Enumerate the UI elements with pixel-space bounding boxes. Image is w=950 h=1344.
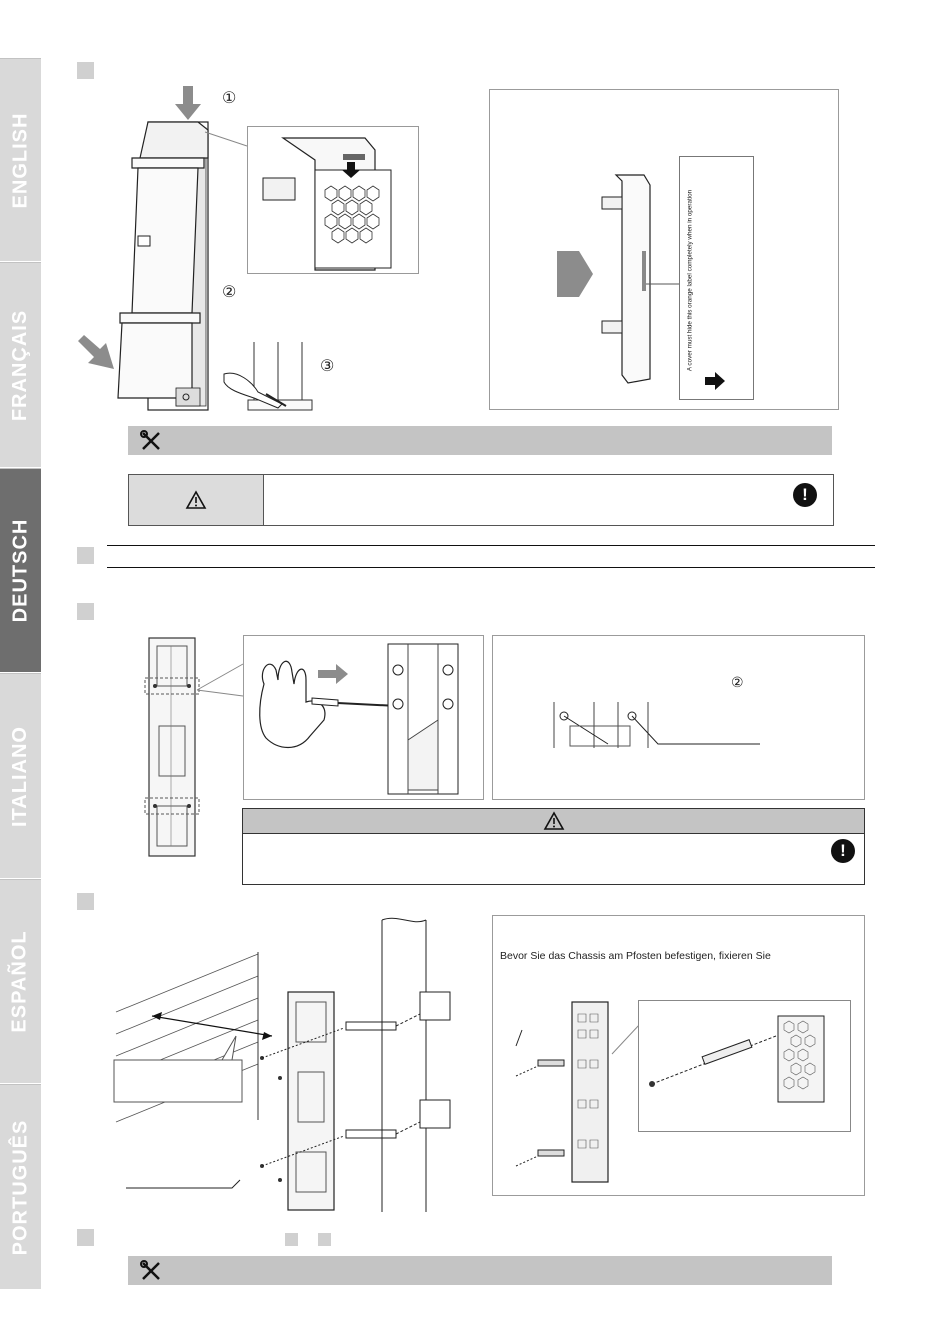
step-marker-2 [77, 603, 94, 620]
tab-portugues[interactable] [0, 1084, 41, 1289]
callout-2: ② [222, 284, 237, 301]
tab-english-label: ENGLISH [9, 112, 31, 208]
warning-box-2 [242, 808, 865, 885]
detail-line [205, 130, 250, 150]
tab-deutsch[interactable] [0, 468, 41, 672]
callout-3: ③ [320, 358, 335, 375]
warning-head-2 [243, 809, 864, 834]
wall-mount-illustration [112, 912, 452, 1212]
tab-francais[interactable] [0, 262, 41, 467]
step-marker-3 [77, 893, 94, 910]
step-marker-4 [77, 1229, 94, 1246]
zoom-pointer-line [197, 660, 247, 700]
chassis-back-illustration [512, 1000, 622, 1186]
caution-head-1 [129, 475, 264, 525]
chassis-front-illustration [145, 636, 199, 858]
callout-1: ① [222, 90, 237, 107]
screwdriver-detail [218, 340, 318, 410]
bracket-detail-illustration [646, 1012, 846, 1124]
tool-bar-1 [128, 426, 832, 455]
step-marker-section [77, 547, 94, 564]
tab-espanol-label: ESPAÑOL [9, 930, 32, 1033]
tab-italiano-label: ITALIANO [9, 725, 32, 827]
warning-triangle-icon [186, 491, 206, 509]
label-arrow-icon [705, 372, 725, 390]
step-marker-1 [77, 62, 94, 79]
ref-marker-b [318, 1233, 331, 1246]
arrow-right-icon [557, 251, 593, 297]
ref-marker-a [285, 1233, 298, 1246]
tool-bar-2 [128, 1256, 832, 1285]
tab-espanol[interactable] [0, 879, 41, 1083]
sensor-cover-illustration [108, 118, 218, 414]
section-rule-bottom [107, 567, 875, 568]
section-rule-top [107, 545, 875, 546]
tab-portugues-label: PORTUGUÊS [9, 1119, 31, 1255]
orange-label-text: A cover must hide this orange label completely when in operation [686, 189, 694, 372]
tab-italiano[interactable] [0, 673, 41, 878]
exclamation-circle-icon: ! [793, 483, 817, 507]
caution-box-1 [128, 474, 834, 526]
mount-note-text: Bevor Sie das Chassis am Pfosten befestigen, fixieren Sie [500, 950, 771, 962]
tab-deutsch-label: DEUTSCH [9, 518, 32, 623]
bolt-callout: ② [731, 674, 744, 690]
bolt-positions-illustration [548, 700, 768, 752]
tab-francais-label: FRANÇAIS [9, 309, 31, 421]
exclamation-circle-icon-2: ! [831, 839, 855, 863]
hand-screwdriver-illustration [248, 640, 478, 796]
wrench-screwdriver-icon-2 [140, 1260, 162, 1282]
arrow-down-icon [175, 86, 201, 120]
cover-side-view [598, 171, 658, 387]
wrench-screwdriver-icon [140, 430, 162, 452]
tab-english[interactable] [0, 58, 41, 261]
cover-label-frame [489, 89, 839, 410]
cover-top-detail [255, 130, 415, 270]
warning-triangle-icon-2 [544, 812, 564, 830]
